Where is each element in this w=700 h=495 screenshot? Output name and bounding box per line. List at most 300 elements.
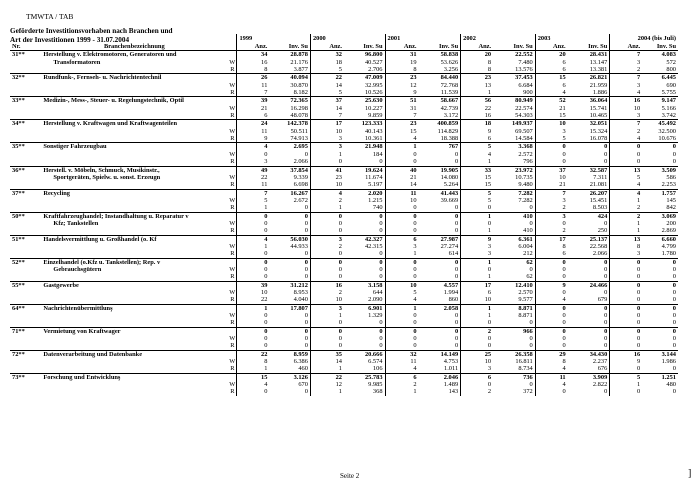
- anz-cell: 5: [535, 135, 567, 143]
- title-line-1: Geförderte Investitionsvorhaben nach Branchen und: [10, 27, 173, 35]
- anz-cell: 26: [237, 74, 269, 82]
- inv-cell: 0: [419, 212, 461, 220]
- anz-cell: 3: [535, 197, 567, 204]
- anz-cell: 17: [461, 281, 493, 289]
- anz-cell: 0: [385, 335, 419, 342]
- inv-cell: 0: [344, 327, 385, 335]
- anz-cell: 1: [310, 204, 344, 212]
- inv-cell: 145: [666, 196, 676, 204]
- anz-cell: 0: [535, 319, 567, 327]
- inv-cell: 22.552: [493, 51, 535, 59]
- inv-cell: 0: [304, 265, 308, 273]
- anz-cell: 3: [535, 128, 567, 135]
- anz-cell: 1: [461, 312, 493, 319]
- anz-cell: 0: [310, 327, 344, 335]
- inv-cell: 10.676: [658, 135, 676, 143]
- inv-cell: 4.083: [642, 51, 678, 59]
- inv-cell: 0: [304, 312, 308, 320]
- inv-cell: 26.821: [568, 74, 610, 82]
- branch-group-row: [10, 97, 678, 105]
- branch-name: Gebrauchsgütern: [53, 265, 102, 273]
- inv-cell: 410: [523, 227, 533, 235]
- anz-cell: 2: [310, 243, 344, 250]
- branch-group-row: [10, 143, 678, 151]
- anz-cell: 1: [310, 388, 344, 395]
- anz-cell: 7: [310, 112, 344, 120]
- anz-cell: 0: [610, 289, 642, 296]
- inv-cell: 142.378: [269, 120, 310, 128]
- inv-cell: 0: [568, 304, 610, 312]
- inv-cell: 800: [666, 66, 676, 74]
- inv-cell: 9.339: [293, 173, 308, 181]
- branch-code: 36**: [10, 166, 41, 174]
- branch-name: Sportgeräten, Spielw. u. sonst. Erzeugn: [53, 173, 161, 181]
- branch-name: Medizin-, Mess-, Steuer- u. Regelungstechnik, Optil: [41, 97, 227, 105]
- col-anz: Anz.: [310, 43, 344, 51]
- branch-code: [10, 266, 41, 273]
- anz-cell: 22: [310, 373, 344, 381]
- branch-code: [10, 66, 41, 74]
- anz-cell: 7: [610, 51, 642, 59]
- anz-cell: 6: [385, 235, 419, 243]
- anz-cell: 18: [310, 59, 344, 66]
- inv-cell: 0: [568, 143, 610, 151]
- table-row: [10, 220, 678, 227]
- inv-cell: 0: [304, 273, 308, 281]
- inv-cell: 2.706: [368, 66, 383, 74]
- inv-cell: 13.576: [515, 66, 533, 74]
- inv-cell: 1.994: [443, 289, 459, 296]
- inv-cell: 22.568: [589, 242, 608, 250]
- anz-cell: 15: [385, 128, 419, 135]
- anz-cell: 0: [237, 335, 269, 342]
- anz-cell: 1: [237, 243, 269, 250]
- inv-cell: 424: [568, 212, 610, 220]
- inv-cell: 20.666: [344, 350, 385, 358]
- anz-cell: 0: [310, 220, 344, 227]
- inv-cell: 9.577: [518, 296, 533, 304]
- branch-name: [41, 250, 227, 258]
- anz-cell: 1: [385, 388, 419, 395]
- inv-cell: 17.807: [269, 304, 310, 312]
- anz-cell: 0: [310, 212, 344, 220]
- branch-group-row: [10, 304, 678, 312]
- inv-cell: 114.829: [437, 127, 459, 135]
- anz-cell: 1: [610, 227, 642, 235]
- anz-cell: 0: [610, 312, 642, 319]
- inv-cell: 6.004: [518, 242, 533, 250]
- inv-cell: 12.410: [493, 281, 535, 289]
- inv-cell: 42.315: [364, 242, 383, 250]
- anz-cell: 16: [610, 97, 642, 105]
- inv-cell: 0: [604, 289, 608, 296]
- anz-cell: 1: [385, 304, 419, 312]
- inv-cell: 460: [298, 365, 308, 373]
- investment-type: [227, 350, 237, 358]
- anz-cell: 0: [535, 388, 567, 395]
- anz-cell: 7: [385, 112, 419, 120]
- inv-cell: 69.507: [515, 127, 533, 135]
- branch-code: [10, 197, 41, 204]
- column-header-row: [10, 43, 678, 51]
- anz-cell: 33: [461, 166, 493, 174]
- branch-group-row: [10, 120, 678, 128]
- anz-cell: 8: [461, 59, 493, 66]
- anz-cell: 6: [535, 250, 567, 258]
- inv-cell: 6.574: [368, 358, 383, 366]
- anz-cell: 10: [237, 289, 269, 296]
- investment-type: [227, 258, 237, 266]
- col-inv: Inv. Su: [656, 43, 676, 50]
- inv-cell: 9.147: [642, 97, 678, 105]
- branch-code: 64**: [10, 304, 41, 312]
- anz-cell: 4: [237, 235, 269, 243]
- inv-cell: 8.734: [518, 365, 533, 373]
- anz-cell: 10: [310, 128, 344, 135]
- anz-cell: 0: [310, 227, 344, 235]
- anz-cell: 0: [237, 258, 269, 266]
- anz-cell: 0: [610, 266, 642, 273]
- inv-cell: 58.667: [419, 97, 461, 105]
- inv-cell: 37.854: [269, 166, 310, 174]
- anz-cell: 18: [461, 120, 493, 128]
- anz-cell: 8: [610, 243, 642, 250]
- inv-cell: 0: [672, 312, 676, 320]
- anz-cell: 22: [461, 105, 493, 112]
- anz-cell: 0: [610, 281, 642, 289]
- anz-cell: 3: [310, 143, 344, 151]
- inv-cell: 34.430: [568, 350, 610, 358]
- inv-cell: 5.166: [661, 104, 676, 112]
- investment-type: W: [229, 150, 236, 158]
- anz-cell: 1: [461, 304, 493, 312]
- col-anz: Anz.: [535, 43, 567, 51]
- anz-cell: 13: [610, 235, 642, 243]
- branch-group-row: [10, 189, 678, 197]
- anz-cell: 10: [535, 174, 567, 181]
- inv-cell: 0: [304, 204, 308, 212]
- table-row: [10, 82, 678, 89]
- inv-cell: 6.386: [293, 358, 308, 366]
- branch-name: [41, 273, 227, 281]
- anz-cell: 1: [310, 151, 344, 158]
- inv-cell: 400.859: [419, 120, 461, 128]
- branch-code: 71**: [10, 327, 41, 335]
- anz-cell: 10: [610, 105, 642, 112]
- branch-name: Kraftfahrzeughandel; Instandhaltung u. Reparatur v: [41, 212, 227, 220]
- anz-cell: 7: [610, 74, 642, 82]
- col-inv: Inv. Su: [438, 43, 459, 50]
- inv-cell: 18.388: [440, 135, 459, 143]
- branch-code: [10, 112, 41, 120]
- inv-cell: 3.144: [642, 350, 678, 358]
- anz-cell: 2: [310, 197, 344, 204]
- inv-cell: 4.753: [443, 358, 459, 366]
- anz-cell: 0: [310, 250, 344, 258]
- anz-cell: 3: [461, 243, 493, 250]
- inv-cell: 0: [529, 319, 533, 327]
- anz-cell: 0: [461, 342, 493, 350]
- investment-type: W: [229, 358, 236, 366]
- investment-type: R: [230, 204, 235, 212]
- inv-cell: 16.811: [515, 358, 533, 366]
- table-row: [10, 151, 678, 158]
- table-row: [10, 128, 678, 135]
- investment-type: R: [230, 296, 235, 304]
- anz-cell: 0: [535, 327, 567, 335]
- anz-cell: 2: [461, 388, 493, 395]
- branch-name: [41, 89, 227, 97]
- inv-cell: 0: [568, 327, 610, 335]
- inv-cell: 736: [493, 373, 535, 381]
- branch-name: [41, 197, 227, 204]
- anz-cell: 3: [310, 135, 344, 143]
- inv-cell: 3.172: [443, 112, 459, 120]
- anz-cell: 34: [237, 51, 269, 59]
- col-inv: Inv. Su: [588, 43, 608, 50]
- inv-cell: 0: [529, 219, 533, 227]
- investment-type: [227, 189, 237, 197]
- inv-cell: 80.949: [493, 97, 535, 105]
- inv-cell: 2.822: [592, 381, 608, 389]
- anz-cell: 1: [310, 312, 344, 319]
- table-row: [10, 112, 678, 120]
- inv-cell: 39.669: [440, 196, 459, 204]
- anz-cell: 0: [310, 319, 344, 327]
- inv-cell: 40.143: [364, 127, 383, 135]
- inv-cell: 23.972: [493, 166, 535, 174]
- inv-cell: 2.672: [293, 196, 308, 204]
- branch-code: 72**: [10, 350, 41, 358]
- investment-type: [227, 304, 237, 312]
- inv-cell: 842: [666, 204, 676, 212]
- anz-cell: 4: [535, 89, 567, 97]
- branch-code: [10, 243, 41, 250]
- inv-cell: 0: [454, 150, 459, 158]
- inv-cell: 0: [672, 158, 676, 166]
- inv-cell: 368: [372, 388, 383, 396]
- anz-cell: 14: [310, 105, 344, 112]
- report-header: TMWTA / TAB: [26, 12, 74, 21]
- investment-type: W: [229, 312, 236, 320]
- inv-cell: 0: [672, 296, 676, 304]
- anz-cell: 0: [610, 158, 642, 166]
- anz-cell: 9: [461, 235, 493, 243]
- inv-cell: 644: [372, 289, 383, 296]
- inv-cell: 16.298: [290, 104, 308, 112]
- branch-name: Herstellung v. Kraftwagen und Kraftwagenteilen: [41, 120, 227, 128]
- inv-cell: 106: [372, 365, 383, 373]
- anz-cell: 0: [610, 258, 642, 266]
- inv-cell: 25.137: [568, 235, 610, 243]
- investment-type: W: [229, 289, 236, 296]
- branch-group-row: [10, 51, 678, 59]
- anz-cell: 1: [461, 273, 493, 281]
- inv-cell: 8.959: [269, 350, 310, 358]
- inv-cell: 0: [604, 219, 608, 227]
- anz-cell: 0: [310, 266, 344, 273]
- inv-cell: 8.182: [293, 89, 308, 97]
- anz-cell: 10: [461, 358, 493, 365]
- inv-cell: 0: [379, 273, 383, 281]
- inv-cell: 8.503: [592, 204, 608, 212]
- inv-cell: 767: [419, 143, 461, 151]
- table-row: [10, 243, 678, 250]
- anz-cell: 0: [535, 220, 567, 227]
- investment-type: [227, 166, 237, 174]
- anz-cell: 1: [237, 304, 269, 312]
- inv-cell: 0: [269, 212, 310, 220]
- inv-cell: 44.933: [290, 242, 308, 250]
- inv-cell: 1.011: [444, 365, 459, 373]
- anz-cell: 2: [610, 128, 642, 135]
- inv-cell: 2.695: [269, 143, 310, 151]
- anz-cell: 51: [385, 97, 419, 105]
- inv-cell: 14.080: [440, 173, 459, 181]
- branch-name: [41, 128, 227, 135]
- anz-cell: 3: [535, 212, 567, 220]
- inv-cell: 6.901: [344, 304, 385, 312]
- investment-type: R: [230, 89, 235, 97]
- inv-cell: 0: [642, 304, 678, 312]
- anz-cell: 3: [610, 82, 642, 89]
- col-inv: Inv. Su: [363, 43, 383, 50]
- investment-type: [227, 212, 237, 220]
- investment-type: [227, 51, 237, 59]
- anz-cell: 1: [461, 227, 493, 235]
- inv-cell: 41.443: [419, 189, 461, 197]
- anz-cell: 5: [310, 66, 344, 74]
- anz-cell: 6: [535, 82, 567, 89]
- branch-name: Handelsvermittlung u. Großhandel (o. Kf: [41, 235, 227, 243]
- inv-cell: 53.626: [440, 58, 459, 66]
- branch-group-row: [10, 327, 678, 335]
- anz-cell: 0: [237, 327, 269, 335]
- table-row: [10, 105, 678, 112]
- anz-cell: 56: [461, 97, 493, 105]
- inv-cell: 10.735: [515, 173, 533, 181]
- inv-cell: 7.282: [518, 196, 533, 204]
- inv-cell: 32.995: [364, 81, 383, 89]
- anz-cell: 0: [237, 212, 269, 220]
- branch-code: [10, 89, 41, 97]
- anz-cell: 6: [461, 135, 493, 143]
- inv-cell: 48.078: [290, 112, 308, 120]
- investment-type: R: [230, 181, 235, 189]
- branch-code: [10, 174, 41, 181]
- table-row: [10, 174, 678, 181]
- inv-cell: 0: [529, 204, 533, 212]
- table-row: [10, 227, 678, 235]
- branch-code: 51**: [10, 235, 41, 243]
- branch-code: [10, 135, 41, 143]
- inv-cell: 54.303: [515, 112, 533, 120]
- inv-cell: 3.509: [642, 166, 678, 174]
- col-inv: Inv. Su: [288, 43, 308, 50]
- anz-cell: 0: [310, 158, 344, 166]
- anz-cell: 0: [385, 312, 419, 319]
- branch-code: 32**: [10, 74, 41, 82]
- anz-cell: 0: [385, 258, 419, 266]
- branch-code: [10, 365, 41, 373]
- anz-cell: 0: [237, 250, 269, 258]
- inv-cell: 0: [672, 289, 676, 296]
- investment-type: W: [229, 265, 236, 273]
- inv-cell: 0: [604, 312, 608, 320]
- inv-cell: 56.030: [269, 235, 310, 243]
- branch-code: 50**: [10, 212, 41, 220]
- anz-cell: 0: [535, 312, 567, 319]
- anz-cell: 3: [461, 365, 493, 373]
- branch-name: [41, 105, 227, 112]
- inv-cell: 966: [493, 327, 535, 335]
- branch-name: [41, 342, 227, 350]
- branch-code: [10, 296, 41, 304]
- inv-cell: 0: [604, 150, 608, 158]
- anz-cell: 14: [385, 181, 419, 189]
- branch-name: Recycling: [41, 189, 227, 197]
- anz-cell: 17: [535, 235, 567, 243]
- inv-cell: 8.871: [518, 312, 533, 320]
- inv-cell: 740: [372, 204, 383, 212]
- anz-cell: 0: [385, 227, 419, 235]
- anz-cell: 8: [237, 358, 269, 365]
- inv-cell: 40.527: [364, 58, 383, 66]
- table-row: [10, 181, 678, 189]
- anz-cell: 8: [385, 66, 419, 74]
- table-row: [10, 358, 678, 365]
- anz-cell: 1: [461, 158, 493, 166]
- branch-name: [41, 381, 227, 388]
- anz-cell: 21: [535, 105, 567, 112]
- col-anz: Anz.: [237, 43, 269, 51]
- branch-name: [41, 289, 227, 296]
- anz-cell: 0: [610, 151, 642, 158]
- branch-name: [41, 112, 227, 120]
- branch-name: Rundfunk-, Fernseh- u. Nachrichtentechnil: [41, 74, 227, 82]
- branch-code: 34**: [10, 120, 41, 128]
- branch-code: [10, 158, 41, 166]
- branch-name: [41, 82, 227, 89]
- inv-cell: 1.780: [661, 250, 676, 258]
- inv-cell: 0: [269, 258, 310, 266]
- inv-cell: 2.066: [592, 250, 608, 258]
- branch-name: [41, 335, 227, 342]
- branch-name: [41, 151, 227, 158]
- branch-name: [41, 319, 227, 327]
- investment-type: W: [229, 173, 236, 181]
- inv-cell: 3.158: [344, 281, 385, 289]
- inv-cell: 143: [448, 388, 459, 396]
- anz-cell: 41: [310, 166, 344, 174]
- inv-cell: 1.489: [443, 381, 459, 389]
- anz-cell: 15: [237, 373, 269, 381]
- table-row: [10, 312, 678, 319]
- inv-cell: 0: [604, 319, 608, 327]
- branch-name: Gastgewerbe: [41, 281, 227, 289]
- inv-cell: 2.090: [368, 296, 383, 304]
- inv-cell: 62: [493, 258, 535, 266]
- anz-cell: 16: [610, 350, 642, 358]
- inv-cell: 11.539: [440, 89, 459, 97]
- inv-cell: 8.871: [493, 304, 535, 312]
- inv-cell: 40.094: [269, 74, 310, 82]
- inv-cell: 200: [666, 219, 676, 227]
- anz-cell: 20: [535, 51, 567, 59]
- anz-cell: 0: [610, 327, 642, 335]
- investment-type: R: [230, 227, 235, 235]
- anz-cell: 4: [461, 151, 493, 158]
